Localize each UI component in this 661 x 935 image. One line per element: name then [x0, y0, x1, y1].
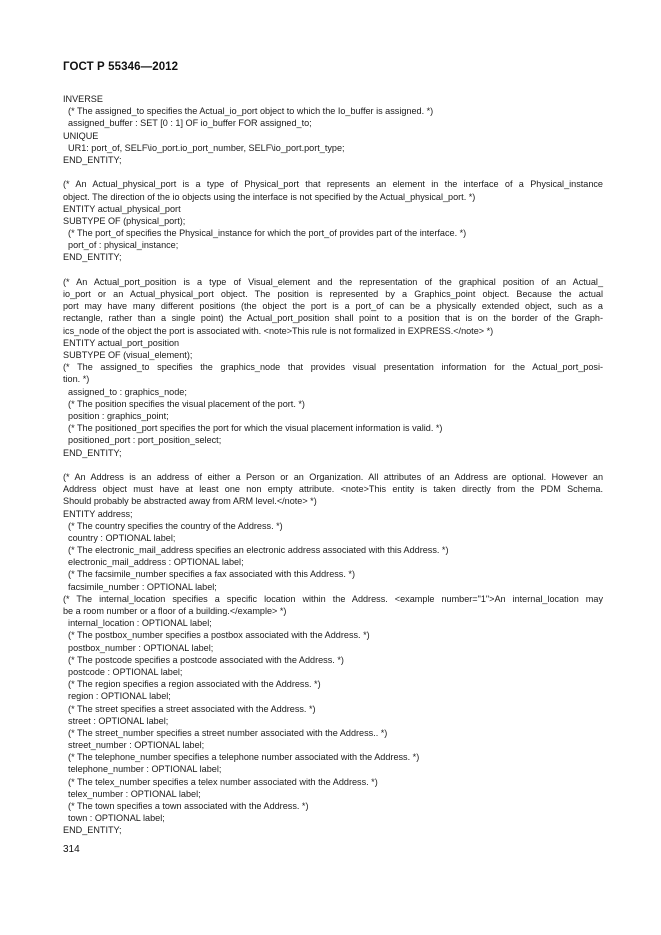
text-line: (* The port_of specifies the Physical_instance for which the port_of provides part of the interface. *) [63, 228, 467, 239]
page-number: 314 [63, 844, 80, 855]
text-line: (* The country specifies the country of the Address. *) [63, 520, 283, 531]
text-line: port_of : physical_instance; [63, 240, 179, 251]
text-line: UNIQUE [63, 130, 99, 141]
text-line: assigned_buffer : SET [0 : 1] OF io_buffer FOR assigned_to; [63, 118, 312, 129]
text-line: ENTITY address; [63, 508, 133, 519]
text-line: ENTITY actual_port_position [63, 337, 180, 348]
text-line: (* The street_number specifies a street number associated with the Address.. *) [63, 727, 388, 738]
text-line: Should probably be abstracted away from ARM level.</note> *) [63, 496, 317, 507]
express-code-body [63, 93, 603, 849]
text-line: street : OPTIONAL label; [63, 715, 169, 726]
text-line: (* An Address is an address of either a Person or an Organization. All attributes of an Address are optional. However an [63, 471, 603, 482]
text-line: (* The region specifies a region associated with the Address. *) [63, 679, 321, 690]
text-line: (* An Actual_physical_port is a type of Physical_port that represents an element in the interface of a Physical_instance [63, 179, 603, 190]
text-line: (* The electronic_mail_address specifies an electronic address associated with this Address. *) [63, 545, 449, 556]
text-line: END_ENTITY; [63, 252, 122, 263]
text-line: END_ENTITY; [63, 154, 122, 165]
text-line: position : graphics_point; [63, 410, 169, 421]
text-line: Address object must have at least one non empty attribute. <note>This entity is taken directly from the PDM Schema. [63, 484, 603, 495]
text-block [63, 93, 603, 166]
text-line: be a room number or a floor of a building.</example> *) [63, 606, 287, 617]
text-line: street_number : OPTIONAL label; [63, 740, 205, 751]
document-header-title: ГОСТ Р 55346—2012 [63, 61, 179, 73]
text-line: (* The facsimile_number specifies a fax associated with this Address. *) [63, 569, 355, 580]
text-line: facsimile_number : OPTIONAL label; [63, 581, 217, 592]
text-line: SUBTYPE OF (physical_port); [63, 215, 186, 226]
text-line: internal_location : OPTIONAL label; [63, 618, 212, 629]
text-line: (* The telex_number specifies a telex number associated with the Address. *) [63, 776, 378, 787]
text-line: (* The postcode specifies a postcode associated with the Address. *) [63, 654, 344, 665]
text-line: (* The street specifies a street associated with the Address. *) [63, 703, 316, 714]
text-line: town : OPTIONAL label; [63, 813, 165, 824]
text-block [63, 276, 603, 459]
text-line: (* The position specifies the visual placement of the port. *) [63, 398, 305, 409]
text-line: (* The assigned_to specifies the Actual_io_port object to which the Io_buffer is assigned. *) [63, 106, 434, 117]
text-line: assigned_to : graphics_node; [63, 386, 187, 397]
text-line: (* The positioned_port specifies the port for which the visual placement information is valid. *) [63, 423, 443, 434]
text-line: (* The assigned_to specifies the graphics_node that provides visual presentation information for the Actual_port_posi- [63, 362, 603, 373]
text-line: rectangle, rather than a single point) the Actual_port_position shall point to a position that is on the border of the Graph- [63, 313, 603, 324]
text-line: telephone_number : OPTIONAL label; [63, 764, 222, 775]
text-line: port may have many different positions (the object the port is a port_of can be a physically extended object, such as a [63, 301, 603, 312]
text-line: region : OPTIONAL label; [63, 691, 171, 702]
text-line: postcode : OPTIONAL label; [63, 666, 183, 677]
text-line: electronic_mail_address : OPTIONAL label; [63, 557, 244, 568]
text-line: country : OPTIONAL label; [63, 532, 176, 543]
text-line: ics_node of the object the port is associated with. <note>This rule is not formalized in EXPRESS.</note> *) [63, 325, 494, 336]
text-block [63, 471, 603, 837]
text-line: object. The direction of the io objects using the interface is not specified by the Actual_physical_port. *) [63, 191, 476, 202]
text-block [63, 178, 603, 263]
text-line: END_ENTITY; [63, 825, 122, 836]
text-line: SUBTYPE OF (visual_element); [63, 350, 193, 361]
text-line: ENTITY actual_physical_port [63, 203, 181, 214]
text-line: postbox_number : OPTIONAL label; [63, 642, 214, 653]
text-line: positioned_port : port_position_select; [63, 435, 222, 446]
text-line: END_ENTITY; [63, 447, 122, 458]
text-line: (* An Actual_port_position is a type of Visual_element and the representation of the graphical position of an Actual_ [63, 276, 603, 287]
text-line: (* The postbox_number specifies a postbox associated with the Address. *) [63, 630, 370, 641]
text-line: UR1: port_of, SELF\io_port.io_port_number, SELF\io_port.port_type; [63, 142, 345, 153]
text-line: (* The town specifies a town associated with the Address. *) [63, 801, 309, 812]
text-line: io_port or an Actual_physical_port object. The position is represented by a Graphics_point object. Because the actual [63, 289, 603, 300]
text-line: INVERSE [63, 94, 103, 104]
text-line: tion. *) [63, 374, 90, 385]
text-line: (* The telephone_number specifies a telephone number associated with the Address. *) [63, 752, 420, 763]
text-line: telex_number : OPTIONAL label; [63, 788, 201, 799]
text-line: (* The internal_location specifies a specific location within the Address. <example number="1">An internal_location may [63, 593, 603, 604]
